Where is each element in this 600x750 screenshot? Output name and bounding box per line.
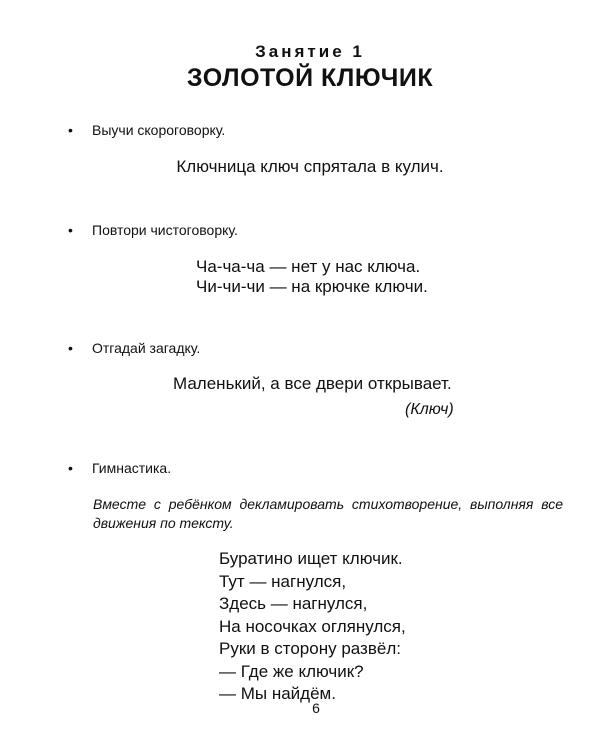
heading-text: Выучи скороговорку. (92, 122, 226, 138)
poem-line: На носочках оглянулся, (219, 616, 406, 636)
poem-line: — Мы найдём. (219, 684, 336, 703)
riddle-line: Маленький, а все двери открывает. (173, 374, 452, 393)
riddle-answer: (Ключ) (405, 401, 454, 418)
gymnastics-instruction: Вместе с ребёнком декламировать стихотворение, выполняя все движения по тексту. (93, 496, 563, 531)
section-heading-tongue-twister (68, 122, 225, 138)
poem-line: Буратино ищет ключик. (219, 549, 403, 568)
bullet: • (68, 122, 73, 138)
section-heading-pure-phrase (68, 222, 238, 238)
page-number: 6 (312, 700, 320, 716)
heading-text: Повтори чистоговорку. (92, 222, 238, 238)
pure-phrase-line-2: Чи-чи-чи — на крючке ключи. (196, 277, 428, 296)
pure-phrase-line-1: Ча-ча-ча — нет у нас ключа. (196, 257, 421, 276)
bullet: • (68, 460, 73, 476)
tongue-twister-line: Ключница ключ спрятала в кулич. (176, 157, 444, 176)
heading-text: Отгадай загадку. (92, 340, 201, 356)
section-heading-riddle (68, 340, 200, 356)
heading-text: Гимнастика. (92, 460, 172, 476)
poem (219, 548, 406, 706)
lesson-title: ЗОЛОТОЙ КЛЮЧИК (186, 64, 434, 92)
lesson-label: Занятие 1 (255, 42, 365, 61)
section-heading-gymnastics (68, 460, 171, 476)
poem-line: Руки в сторону развёл: (219, 639, 401, 658)
bullet: • (68, 222, 73, 238)
poem-line: Тут — нагнулся, (219, 571, 347, 591)
poem-line: Здесь — нагнулся, (219, 594, 368, 613)
poem-line: — Где же ключик? (219, 661, 364, 681)
bullet: • (68, 340, 73, 356)
